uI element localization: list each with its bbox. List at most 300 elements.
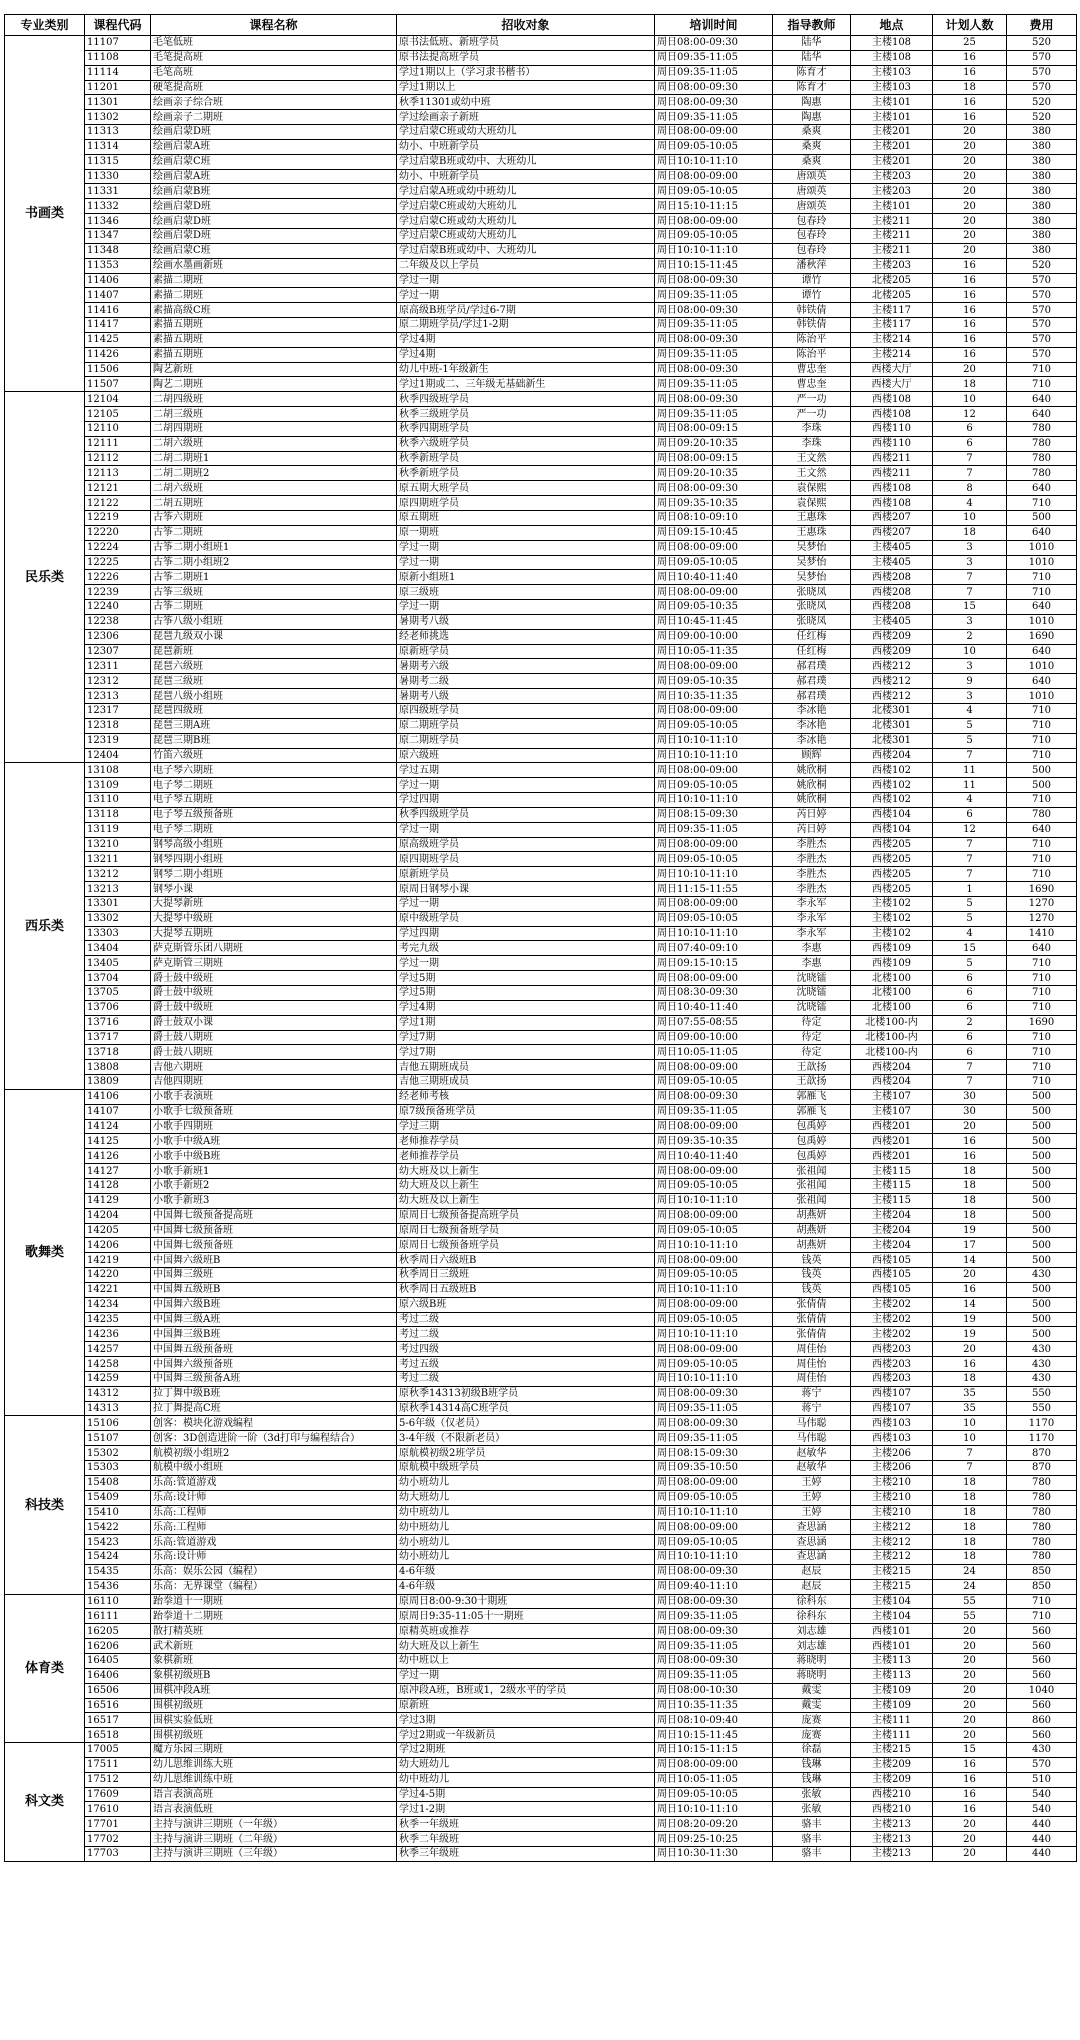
location-cell: 主楼405: [851, 555, 933, 570]
course-name-cell: 象棋初级班B: [151, 1668, 397, 1683]
fee-cell: 500: [1007, 1134, 1077, 1149]
course-name-cell: 小歌手新班2: [151, 1178, 397, 1193]
time-cell: 周日09:05-10:05: [655, 1223, 773, 1238]
course-name-cell: 乐高:设计师: [151, 1490, 397, 1505]
course-name-cell: 绘画启蒙D班: [151, 228, 397, 243]
time-cell: 周日10:10-11:10: [655, 793, 773, 808]
location-cell: 西楼103: [851, 1416, 933, 1431]
teacher-cell: 周佳怡: [773, 1371, 851, 1386]
table-row: [5, 1104, 1077, 1119]
teacher-cell: 郭雁飞: [773, 1104, 851, 1119]
time-cell: 周日10:35-11:35: [655, 1698, 773, 1713]
target-cell: 原秋季14314高C班学员: [397, 1401, 655, 1416]
target-cell: 幼中班幼儿: [397, 1520, 655, 1535]
teacher-cell: 沈晓镭: [773, 1000, 851, 1015]
teacher-cell: 王惠珠: [773, 525, 851, 540]
planned-count-cell: 12: [933, 407, 1007, 422]
fee-cell: 850: [1007, 1579, 1077, 1594]
teacher-cell: 陈育才: [773, 80, 851, 95]
teacher-cell: 赵敏华: [773, 1446, 851, 1461]
table-row: [5, 778, 1077, 793]
teacher-cell: 庞赛: [773, 1728, 851, 1743]
fee-cell: 380: [1007, 125, 1077, 140]
target-cell: 幼小班幼儿: [397, 1535, 655, 1550]
target-cell: 秋季11301或幼中班: [397, 95, 655, 110]
target-cell: 学过五期: [397, 763, 655, 778]
target-cell: 学过1期以上: [397, 80, 655, 95]
teacher-cell: 蒋宁: [773, 1386, 851, 1401]
planned-count-cell: 6: [933, 421, 1007, 436]
course-name-cell: 散打精英班: [151, 1624, 397, 1639]
fee-cell: 440: [1007, 1817, 1077, 1832]
location-cell: 西楼212: [851, 674, 933, 689]
time-cell: 周日08:00-09:15: [655, 451, 773, 466]
teacher-cell: 郝君璞: [773, 674, 851, 689]
target-cell: 秋季三年级班: [397, 1846, 655, 1861]
planned-count-cell: 18: [933, 1371, 1007, 1386]
table-row: [5, 748, 1077, 763]
fee-cell: 780: [1007, 1535, 1077, 1550]
target-cell: 原一期班: [397, 525, 655, 540]
location-cell: 北楼100-内: [851, 1015, 933, 1030]
course-code-cell: 13212: [85, 867, 151, 882]
course-code-cell: 15107: [85, 1431, 151, 1446]
time-cell: 周日08:00-09:00: [655, 1119, 773, 1134]
teacher-cell: 包禹婷: [773, 1119, 851, 1134]
course-code-cell: 15106: [85, 1416, 151, 1431]
target-cell: 学过2期或一年级新员: [397, 1728, 655, 1743]
course-code-cell: 14312: [85, 1386, 151, 1401]
planned-count-cell: 16: [933, 318, 1007, 333]
table-row: [5, 1624, 1077, 1639]
course-name-cell: 毛笔提高班: [151, 50, 397, 65]
table-row: [5, 273, 1077, 288]
time-cell: 周日09:00-10:00: [655, 629, 773, 644]
teacher-cell: 张敏: [773, 1787, 851, 1802]
course-name-cell: 中国舞六级班B: [151, 1253, 397, 1268]
planned-count-cell: 4: [933, 926, 1007, 941]
target-cell: 原精英班或推荐: [397, 1624, 655, 1639]
planned-count-cell: 16: [933, 1282, 1007, 1297]
target-cell: 考完九级: [397, 941, 655, 956]
table-row: [5, 882, 1077, 897]
location-cell: 西楼211: [851, 451, 933, 466]
time-cell: 周日08:00-09:30: [655, 1594, 773, 1609]
planned-count-cell: 17: [933, 1238, 1007, 1253]
course-code-cell: 14234: [85, 1297, 151, 1312]
time-cell: 周日08:00-09:00: [655, 1297, 773, 1312]
course-name-cell: 小歌手四期班: [151, 1119, 397, 1134]
location-cell: 西楼101: [851, 1639, 933, 1654]
table-row: [5, 1431, 1077, 1446]
course-code-cell: 12306: [85, 629, 151, 644]
teacher-cell: 胡燕妍: [773, 1208, 851, 1223]
fee-cell: 1010: [1007, 540, 1077, 555]
location-cell: 西楼102: [851, 778, 933, 793]
course-name-cell: 二胡五期班: [151, 496, 397, 511]
target-cell: 原周日七级预备提高班学员: [397, 1208, 655, 1223]
planned-count-cell: 8: [933, 481, 1007, 496]
teacher-cell: 唐颂英: [773, 184, 851, 199]
target-cell: 秋季六级班学员: [397, 436, 655, 451]
location-cell: 主楼201: [851, 154, 933, 169]
table-row: [5, 1639, 1077, 1654]
fee-cell: 520: [1007, 110, 1077, 125]
course-code-cell: 15424: [85, 1550, 151, 1565]
fee-cell: 780: [1007, 451, 1077, 466]
course-code-cell: 12240: [85, 600, 151, 615]
course-code-cell: 11108: [85, 50, 151, 65]
location-cell: 主楼101: [851, 110, 933, 125]
course-code-cell: 12112: [85, 451, 151, 466]
header-location: 地点: [851, 15, 933, 36]
course-name-cell: 中国舞五级班B: [151, 1282, 397, 1297]
course-code-cell: 15423: [85, 1535, 151, 1550]
fee-cell: 570: [1007, 65, 1077, 80]
course-name-cell: 大提琴中级班: [151, 911, 397, 926]
course-code-cell: 13808: [85, 1060, 151, 1075]
teacher-cell: 郝君璞: [773, 659, 851, 674]
location-cell: 主楼202: [851, 1312, 933, 1327]
course-name-cell: 乐高:管道游戏: [151, 1535, 397, 1550]
planned-count-cell: 24: [933, 1579, 1007, 1594]
location-cell: 西楼103: [851, 1431, 933, 1446]
location-cell: 西楼107: [851, 1386, 933, 1401]
fee-cell: 500: [1007, 1119, 1077, 1134]
course-name-cell: 绘画亲子二期班: [151, 110, 397, 125]
target-cell: 原高级班学员: [397, 837, 655, 852]
target-cell: 学过4期: [397, 347, 655, 362]
time-cell: 周日09:05-10:35: [655, 674, 773, 689]
planned-count-cell: 18: [933, 80, 1007, 95]
header-row: [5, 15, 1077, 36]
time-cell: 周日10:10-11:10: [655, 748, 773, 763]
location-cell: 主楼215: [851, 1743, 933, 1758]
course-code-cell: 14127: [85, 1164, 151, 1179]
course-name-cell: 古筝二期班: [151, 525, 397, 540]
table-row: [5, 986, 1077, 1001]
planned-count-cell: 20: [933, 1624, 1007, 1639]
location-cell: 北楼100: [851, 986, 933, 1001]
location-cell: 西楼212: [851, 689, 933, 704]
time-cell: 周日08:00-09:30: [655, 1386, 773, 1401]
planned-count-cell: 15: [933, 1743, 1007, 1758]
table-row: [5, 1000, 1077, 1015]
planned-count-cell: 2: [933, 1015, 1007, 1030]
table-row: [5, 1535, 1077, 1550]
course-name-cell: 乐高:设计师: [151, 1550, 397, 1565]
table-row: [5, 1728, 1077, 1743]
location-cell: 西楼201: [851, 1119, 933, 1134]
table-row: [5, 1297, 1077, 1312]
time-cell: 周日09:35-11:05: [655, 407, 773, 422]
time-cell: 周日08:00-09:30: [655, 481, 773, 496]
teacher-cell: 吴梦怡: [773, 570, 851, 585]
table-row: [5, 614, 1077, 629]
fee-cell: 640: [1007, 525, 1077, 540]
time-cell: 周日08:00-09:30: [655, 1653, 773, 1668]
course-code-cell: 12224: [85, 540, 151, 555]
planned-count-cell: 7: [933, 1461, 1007, 1476]
fee-cell: 500: [1007, 1297, 1077, 1312]
time-cell: 周日09:35-11:05: [655, 318, 773, 333]
course-code-cell: 12404: [85, 748, 151, 763]
course-code-cell: 11315: [85, 154, 151, 169]
target-cell: 学过一期: [397, 540, 655, 555]
teacher-cell: 徐科东: [773, 1609, 851, 1624]
course-code-cell: 13108: [85, 763, 151, 778]
course-code-cell: 15303: [85, 1461, 151, 1476]
course-name-cell: 中国舞三级班: [151, 1268, 397, 1283]
table-row: [5, 1342, 1077, 1357]
course-name-cell: 琵琶新班: [151, 644, 397, 659]
course-code-cell: 12122: [85, 496, 151, 511]
course-name-cell: 钢琴小课: [151, 882, 397, 897]
course-code-cell: 11348: [85, 243, 151, 258]
planned-count-cell: 20: [933, 1817, 1007, 1832]
location-cell: 西楼104: [851, 822, 933, 837]
time-cell: 周日10:05-11:35: [655, 644, 773, 659]
table-row: [5, 169, 1077, 184]
teacher-cell: 马伟聪: [773, 1416, 851, 1431]
teacher-cell: 姚欣桐: [773, 763, 851, 778]
course-name-cell: 绘画启蒙A班: [151, 139, 397, 154]
table-row: [5, 347, 1077, 362]
target-cell: 幼大班幼儿: [397, 1490, 655, 1505]
course-name-cell: 绘画启蒙C班: [151, 243, 397, 258]
fee-cell: 520: [1007, 36, 1077, 51]
teacher-cell: 骆丰: [773, 1832, 851, 1847]
course-name-cell: 航模初级小组班2: [151, 1446, 397, 1461]
fee-cell: 380: [1007, 228, 1077, 243]
course-code-cell: 17610: [85, 1802, 151, 1817]
fee-cell: 500: [1007, 511, 1077, 526]
planned-count-cell: 20: [933, 1639, 1007, 1654]
time-cell: 周日10:10-11:10: [655, 1238, 773, 1253]
planned-count-cell: 10: [933, 392, 1007, 407]
teacher-cell: 钱英: [773, 1253, 851, 1268]
course-name-cell: 素描二期班: [151, 288, 397, 303]
fee-cell: 430: [1007, 1371, 1077, 1386]
location-cell: 主楼113: [851, 1668, 933, 1683]
course-name-cell: 围棋初级班: [151, 1698, 397, 1713]
fee-cell: 560: [1007, 1653, 1077, 1668]
course-code-cell: 13110: [85, 793, 151, 808]
target-cell: 原书法提高班学员: [397, 50, 655, 65]
planned-count-cell: 20: [933, 154, 1007, 169]
location-cell: 主楼108: [851, 36, 933, 51]
course-name-cell: 钢琴二期小组班: [151, 867, 397, 882]
course-code-cell: 14106: [85, 1089, 151, 1104]
time-cell: 周日09:05-10:05: [655, 778, 773, 793]
course-code-cell: 12319: [85, 733, 151, 748]
location-cell: 主楼210: [851, 1475, 933, 1490]
table-row: [5, 1490, 1077, 1505]
time-cell: 周日08:00-09:30: [655, 1564, 773, 1579]
location-cell: 主楼101: [851, 95, 933, 110]
course-name-cell: 电子琴二期班: [151, 822, 397, 837]
planned-count-cell: 19: [933, 1223, 1007, 1238]
course-code-cell: 14128: [85, 1178, 151, 1193]
location-cell: 北楼205: [851, 288, 933, 303]
planned-count-cell: 20: [933, 125, 1007, 140]
time-cell: 周日10:40-11:40: [655, 1149, 773, 1164]
location-cell: 主楼206: [851, 1446, 933, 1461]
planned-count-cell: 16: [933, 95, 1007, 110]
teacher-cell: 骆丰: [773, 1817, 851, 1832]
fee-cell: 1690: [1007, 882, 1077, 897]
table-row: [5, 436, 1077, 451]
course-code-cell: 16518: [85, 1728, 151, 1743]
target-cell: 经老师挑选: [397, 629, 655, 644]
category-cell: 书画类: [5, 36, 85, 392]
table-row: [5, 659, 1077, 674]
course-name-cell: 拉丁舞提高C班: [151, 1401, 397, 1416]
fee-cell: 640: [1007, 674, 1077, 689]
planned-count-cell: 7: [933, 837, 1007, 852]
target-cell: 原周日七级预备班学员: [397, 1238, 655, 1253]
time-cell: 周日08:10-09:40: [655, 1713, 773, 1728]
teacher-cell: 胡燕妍: [773, 1238, 851, 1253]
planned-count-cell: 16: [933, 303, 1007, 318]
target-cell: 学过一期: [397, 273, 655, 288]
target-cell: 秋季周日五级班B: [397, 1282, 655, 1297]
target-cell: 暑期考八级: [397, 689, 655, 704]
target-cell: 考过二级: [397, 1327, 655, 1342]
course-code-cell: 16506: [85, 1683, 151, 1698]
teacher-cell: 唐颂英: [773, 169, 851, 184]
location-cell: 西楼105: [851, 1282, 933, 1297]
fee-cell: 640: [1007, 644, 1077, 659]
course-name-cell: 素描五期班: [151, 347, 397, 362]
location-cell: 北楼100-内: [851, 1030, 933, 1045]
course-name-cell: 琵琶六级班: [151, 659, 397, 674]
target-cell: 原周日七级预备班学员: [397, 1223, 655, 1238]
course-name-cell: 乐高:工程师: [151, 1505, 397, 1520]
course-name-cell: 琵琶四级班: [151, 703, 397, 718]
teacher-cell: 吴梦怡: [773, 555, 851, 570]
time-cell: 周日09:05-10:05: [655, 1535, 773, 1550]
course-code-cell: 14204: [85, 1208, 151, 1223]
table-row: [5, 1757, 1077, 1772]
location-cell: 西楼207: [851, 511, 933, 526]
course-name-cell: 主持与演讲三期班（一年级）: [151, 1817, 397, 1832]
teacher-cell: 张倩倩: [773, 1312, 851, 1327]
course-code-cell: 12313: [85, 689, 151, 704]
target-cell: 考过四级: [397, 1342, 655, 1357]
fee-cell: 500: [1007, 1312, 1077, 1327]
fee-cell: 550: [1007, 1401, 1077, 1416]
table-row: [5, 525, 1077, 540]
target-cell: 幼大班及以上新生: [397, 1178, 655, 1193]
target-cell: 幼大班幼儿: [397, 1757, 655, 1772]
table-row: [5, 481, 1077, 496]
fee-cell: 1040: [1007, 1683, 1077, 1698]
teacher-cell: 曹忠奎: [773, 362, 851, 377]
course-name-cell: 绘画亲子综合班: [151, 95, 397, 110]
teacher-cell: 张祖闻: [773, 1178, 851, 1193]
table-body: [5, 36, 1077, 1862]
course-schedule-table: [4, 14, 1077, 1862]
location-cell: 西楼102: [851, 763, 933, 778]
fee-cell: 710: [1007, 718, 1077, 733]
target-cell: 吉他五期班成员: [397, 1060, 655, 1075]
header-time: 培训时间: [655, 15, 773, 36]
course-code-cell: 17511: [85, 1757, 151, 1772]
course-code-cell: 13211: [85, 852, 151, 867]
time-cell: 周日08:00-09:30: [655, 362, 773, 377]
course-code-cell: 11406: [85, 273, 151, 288]
course-code-cell: 12317: [85, 703, 151, 718]
course-code-cell: 11313: [85, 125, 151, 140]
teacher-cell: 待定: [773, 1030, 851, 1045]
table-row: [5, 243, 1077, 258]
table-row: [5, 793, 1077, 808]
fee-cell: 1170: [1007, 1431, 1077, 1446]
teacher-cell: 郭雁飞: [773, 1089, 851, 1104]
planned-count-cell: 10: [933, 511, 1007, 526]
time-cell: 周日08:00-09:00: [655, 540, 773, 555]
fee-cell: 710: [1007, 585, 1077, 600]
course-name-cell: 主持与演讲三期班（二年级）: [151, 1832, 397, 1847]
time-cell: 周日10:15-11:45: [655, 1728, 773, 1743]
location-cell: 主楼109: [851, 1698, 933, 1713]
planned-count-cell: 16: [933, 1787, 1007, 1802]
header-planned-count: 计划人数: [933, 15, 1007, 36]
target-cell: 学过启蒙C班或幼大班幼儿: [397, 125, 655, 140]
teacher-cell: 李惠: [773, 941, 851, 956]
target-cell: 学过一期: [397, 896, 655, 911]
location-cell: 主楼209: [851, 1757, 933, 1772]
course-name-cell: 围棋初级班: [151, 1728, 397, 1743]
table-row: [5, 1787, 1077, 1802]
time-cell: 周日09:05-10:05: [655, 1178, 773, 1193]
teacher-cell: 周佳怡: [773, 1342, 851, 1357]
location-cell: 西楼207: [851, 525, 933, 540]
table-row: [5, 1134, 1077, 1149]
course-code-cell: 12111: [85, 436, 151, 451]
time-cell: 周日09:35-11:05: [655, 1668, 773, 1683]
fee-cell: 500: [1007, 1149, 1077, 1164]
teacher-cell: 谭竹: [773, 273, 851, 288]
course-name-cell: 乐高:工程师: [151, 1520, 397, 1535]
course-code-cell: 15302: [85, 1446, 151, 1461]
target-cell: 学过四期: [397, 793, 655, 808]
location-cell: 西楼204: [851, 1075, 933, 1090]
planned-count-cell: 20: [933, 1653, 1007, 1668]
teacher-cell: 李惠: [773, 956, 851, 971]
target-cell: 秋季新班学员: [397, 466, 655, 481]
course-name-cell: 围棋冲段A班: [151, 1683, 397, 1698]
table-row: [5, 511, 1077, 526]
course-code-cell: 13405: [85, 956, 151, 971]
course-code-cell: 13706: [85, 1000, 151, 1015]
teacher-cell: 任红梅: [773, 629, 851, 644]
course-code-cell: 14236: [85, 1327, 151, 1342]
teacher-cell: 李冰艳: [773, 733, 851, 748]
table-row: [5, 585, 1077, 600]
planned-count-cell: 4: [933, 496, 1007, 511]
table-row: [5, 1386, 1077, 1401]
table-row: [5, 451, 1077, 466]
fee-cell: 1270: [1007, 896, 1077, 911]
course-name-cell: 萨克斯管乐团八期班: [151, 941, 397, 956]
time-cell: 周日07:40-09:10: [655, 941, 773, 956]
planned-count-cell: 15: [933, 941, 1007, 956]
time-cell: 周日09:35-11:05: [655, 65, 773, 80]
planned-count-cell: 18: [933, 1550, 1007, 1565]
course-code-cell: 14235: [85, 1312, 151, 1327]
